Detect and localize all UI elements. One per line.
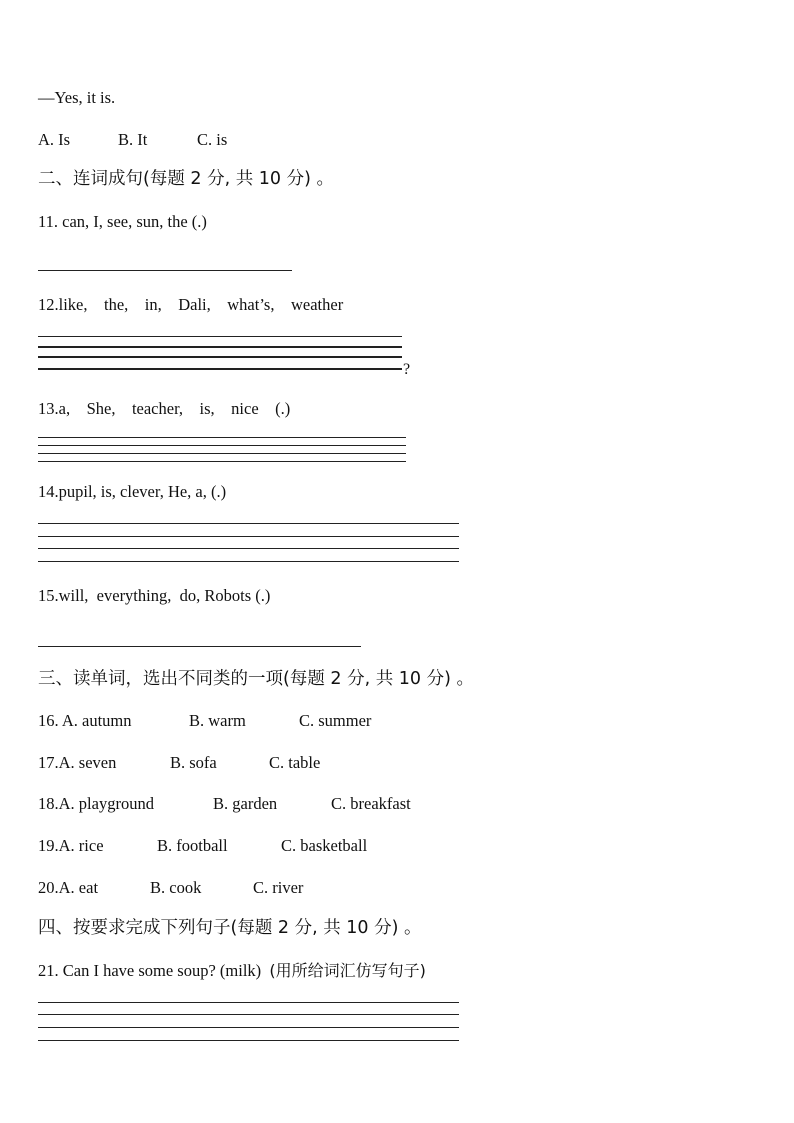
section-3-heading: 三、读单词，选出不同类的一项(每题 2 分, 共 10 分) 。: [38, 669, 474, 689]
answer-line-13c: [38, 453, 406, 454]
answer-line-12c: [38, 356, 402, 358]
answer-line-13b: [38, 445, 406, 446]
question-17-c: C. table: [269, 753, 321, 772]
question-19-c: C. basketball: [281, 836, 368, 855]
question-16-a: 16. A. autumn: [38, 711, 132, 730]
option-c: C. is: [197, 130, 228, 149]
question-17-a: 17.A. seven: [38, 753, 117, 772]
answer-line-14b: [38, 536, 459, 537]
option-a: A. Is: [38, 130, 71, 149]
question-15: 15.will, everything, do, Robots (.): [38, 586, 271, 605]
question-20-a: 20.A. eat: [38, 878, 99, 897]
answer-line-12d: [38, 368, 402, 370]
answer-line-14c: [38, 548, 459, 549]
question-18-b: B. garden: [213, 794, 278, 813]
question-12: 12.like, the, in, Dali, what’s, weather: [38, 295, 344, 314]
question-mark-12: ?: [403, 361, 411, 378]
question-17-b: B. sofa: [170, 753, 217, 772]
question-20-c: C. river: [253, 878, 304, 897]
answer-line-15: [38, 646, 361, 647]
question-18-a: 18.A. playground: [38, 794, 154, 813]
question-13: 13.a, She, teacher, is, nice (.): [38, 399, 291, 418]
answer-line-21a: [38, 1002, 459, 1003]
answer-line-14d: [38, 561, 459, 562]
question-14: 14.pupil, is, clever, He, a, (.): [38, 482, 227, 501]
answer-line-11: [38, 270, 292, 271]
question-21: [38, 961, 426, 981]
question-20-b: B. cook: [150, 878, 202, 897]
question-16-b: B. warm: [189, 711, 246, 730]
answer-line-12a: [38, 336, 402, 337]
answer-line-21b: [38, 1014, 459, 1015]
answer-line-21d: [38, 1040, 459, 1041]
question-18-c: C. breakfast: [331, 794, 411, 813]
option-b: B. It: [118, 130, 148, 149]
answer-line-14a: [38, 523, 459, 524]
answer-line-21c: [38, 1027, 459, 1028]
section-4-heading: 四、按要求完成下列句子(每题 2 分, 共 10 分) 。: [38, 918, 422, 938]
question-16-c: C. summer: [299, 711, 372, 730]
section-2-heading: 二、连词成句(每题 2 分, 共 10 分) 。: [38, 169, 334, 189]
question-19-b: B. football: [157, 836, 228, 855]
question-21-instruction: (用所给词汇仿写句子): [269, 961, 426, 980]
question-19-a: 19.A. rice: [38, 836, 104, 855]
answer-line-13d: [38, 461, 406, 462]
question-21-text: 21. Can I have some soup? (milk): [38, 961, 270, 980]
answer-line-13a: [38, 437, 406, 438]
answer-line-12b: [38, 346, 402, 348]
question-11: 11. can, I, see, sun, the (.): [38, 212, 207, 231]
answer-line: —Yes, it is.: [38, 88, 116, 107]
